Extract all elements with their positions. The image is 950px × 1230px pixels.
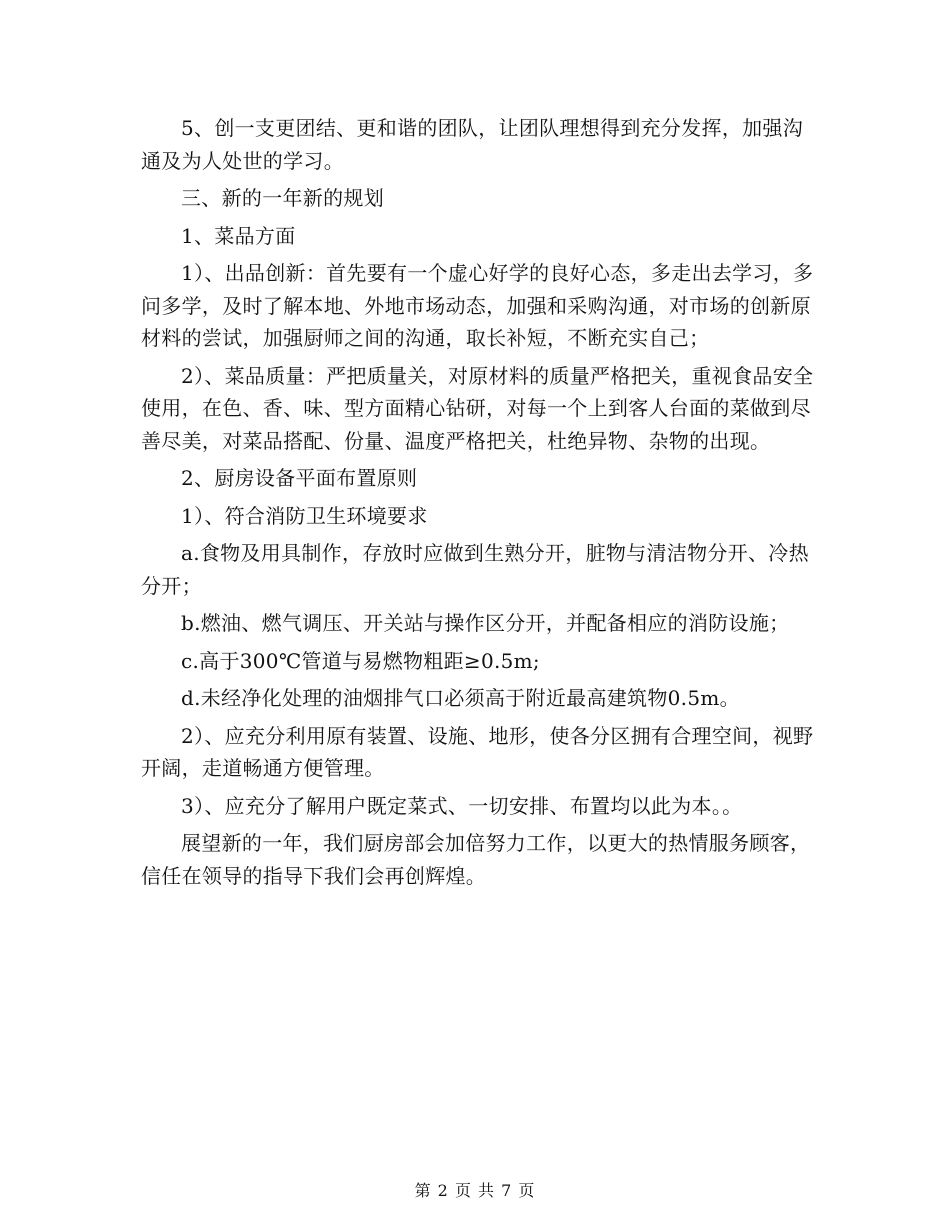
- page-number-footer: 第 2 页 共 7 页: [414, 1181, 536, 1200]
- paragraph-dish-quality: 2）、菜品质量：严把质量关，对原材料的质量严格把关，重视食品安全使用，在色、香、味、型方面精心钻研，对每一个上到客人台面的菜做到尽善尽美，对菜品搭配、份量、温度严格把关，杜绝异物、杂物的出现。: [141, 363, 814, 453]
- paragraph-outlook: 展望新的一年，我们厨房部会加倍努力工作，以更大的热情服务顾客，信任在领导的指导下我们会再创辉煌。: [141, 831, 811, 888]
- paragraph-dish-innovation: 1）、出品创新：首先要有一个虚心好学的良好心态，多走出去学习，多问多学，及时了解本地、外地市场动态，加强和采购沟通，对市场的创新原材料的尝试，加强厨师之间的沟通，取长补短，不断充实自己；: [141, 261, 814, 350]
- item-c-pipes: c.高于300℃管道与易燃物粗距≥0.5m;: [181, 648, 540, 673]
- item-use-space: 2）、应充分利用原有装置、设施、地形，使各分区拥有合理空间，视野开阔，走道畅通方便管理。: [141, 723, 814, 780]
- item-fire-hygiene: 1）、符合消防卫生环境要求: [181, 503, 428, 528]
- section-heading-new-year-plan: 三、新的一年新的规划: [181, 186, 384, 210]
- item-b-fuel: b.燃油、燃气调压、开关站与操作区分开，并配备相应的消防设施；: [181, 611, 790, 635]
- item-a-separation: a.食物及用具制作，存放时应做到生熟分开，脏物与清洁物分开、冷热分开；: [141, 541, 809, 598]
- document-body: [141, 112, 821, 897]
- item-d-exhaust: d.未经净化处理的油烟排气口必须高于附近最高建筑物0.5m。: [181, 686, 740, 710]
- subheading-kitchen-layout: 2、厨房设备平面布置原则: [181, 466, 418, 490]
- subheading-dishes: 1、菜品方面: [181, 223, 296, 248]
- paragraph-team-goal: 5、创一支更团结、更和谐的团队，让团队理想得到充分发挥，加强沟通及为人处世的学习。: [141, 116, 804, 173]
- item-understand-menu: 3）、应充分了解用户既定菜式、一切安排、布置均以此为本。。: [181, 793, 743, 818]
